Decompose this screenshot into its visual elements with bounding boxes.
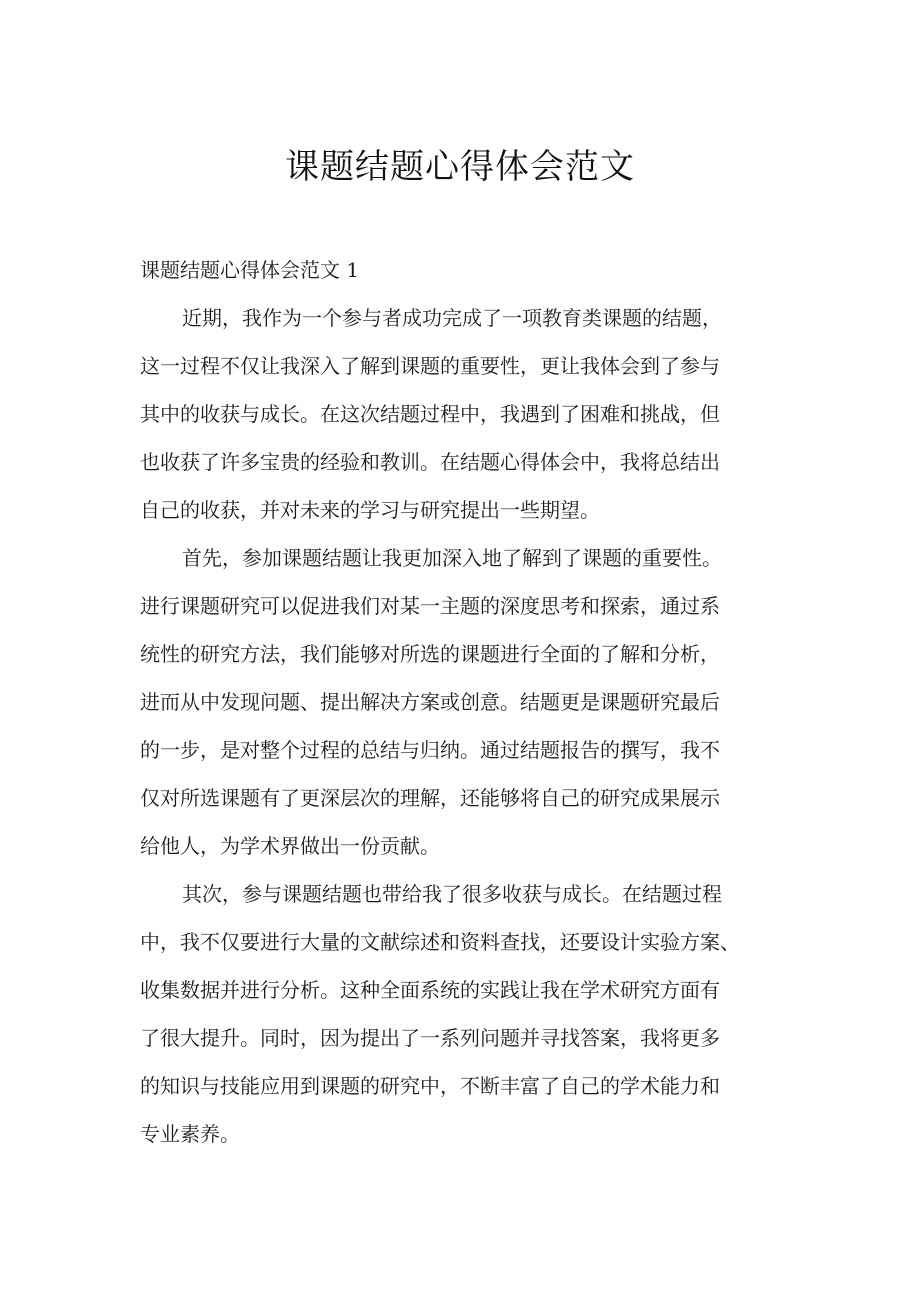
paragraph-line: 进行课题研究可以促进我们对某一主题的深度思考和探索，通过系	[140, 594, 720, 618]
document-title: 课题结题心得体会范文	[285, 147, 635, 187]
paragraph-line: 其中的收获与成长。在这次结题过程中，我遇到了困难和挑战，但	[140, 402, 720, 426]
paragraph-line: 其次，参与课题结题也带给我了很多收获与成长。在结题过程	[182, 882, 722, 906]
paragraph-line: 自己的收获，并对未来的学习与研究提出一些期望。	[140, 498, 600, 522]
paragraph-line: 进而从中发现问题、提出解决方案或创意。结题更是课题研究最后	[140, 690, 720, 714]
paragraph-2	[140, 534, 722, 870]
paragraph-line: 中，我不仅要进行大量的文献综述和资料查找，还要设计实验方案、	[140, 930, 740, 954]
paragraph-line: 专业素养。	[140, 1122, 240, 1146]
paragraph-line: 也收获了许多宝贵的经验和教训。在结题心得体会中，我将总结出	[140, 450, 720, 474]
paragraph-line: 这一过程不仅让我深入了解到课题的重要性，更让我体会到了参与	[140, 354, 720, 378]
paragraph-line: 的一步，是对整个过程的总结与归纳。通过结题报告的撰写，我不	[140, 738, 720, 762]
paragraph-line: 近期，我作为一个参与者成功完成了一项教育类课题的结题，	[182, 306, 722, 330]
paragraph-line: 统性的研究方法，我们能够对所选的课题进行全面的了解和分析，	[140, 642, 720, 666]
section-heading: 课题结题心得体会范文 1	[140, 258, 360, 282]
paragraph-line: 仅对所选课题有了更深层次的理解，还能够将自己的研究成果展示	[140, 786, 720, 810]
paragraph-line: 的知识与技能应用到课题的研究中，不断丰富了自己的学术能力和	[140, 1074, 720, 1098]
paragraph-line: 首先，参加课题结题让我更加深入地了解到了课题的重要性。	[182, 546, 722, 570]
paragraph-3	[140, 870, 740, 1158]
paragraph-line: 了很大提升。同时，因为提出了一系列问题并寻找答案，我将更多	[140, 1026, 720, 1050]
paragraph-line: 收集数据并进行分析。这种全面系统的实践让我在学术研究方面有	[140, 978, 720, 1002]
paragraph-1	[140, 294, 722, 534]
paragraph-line: 给他人，为学术界做出一份贡献。	[140, 834, 440, 858]
